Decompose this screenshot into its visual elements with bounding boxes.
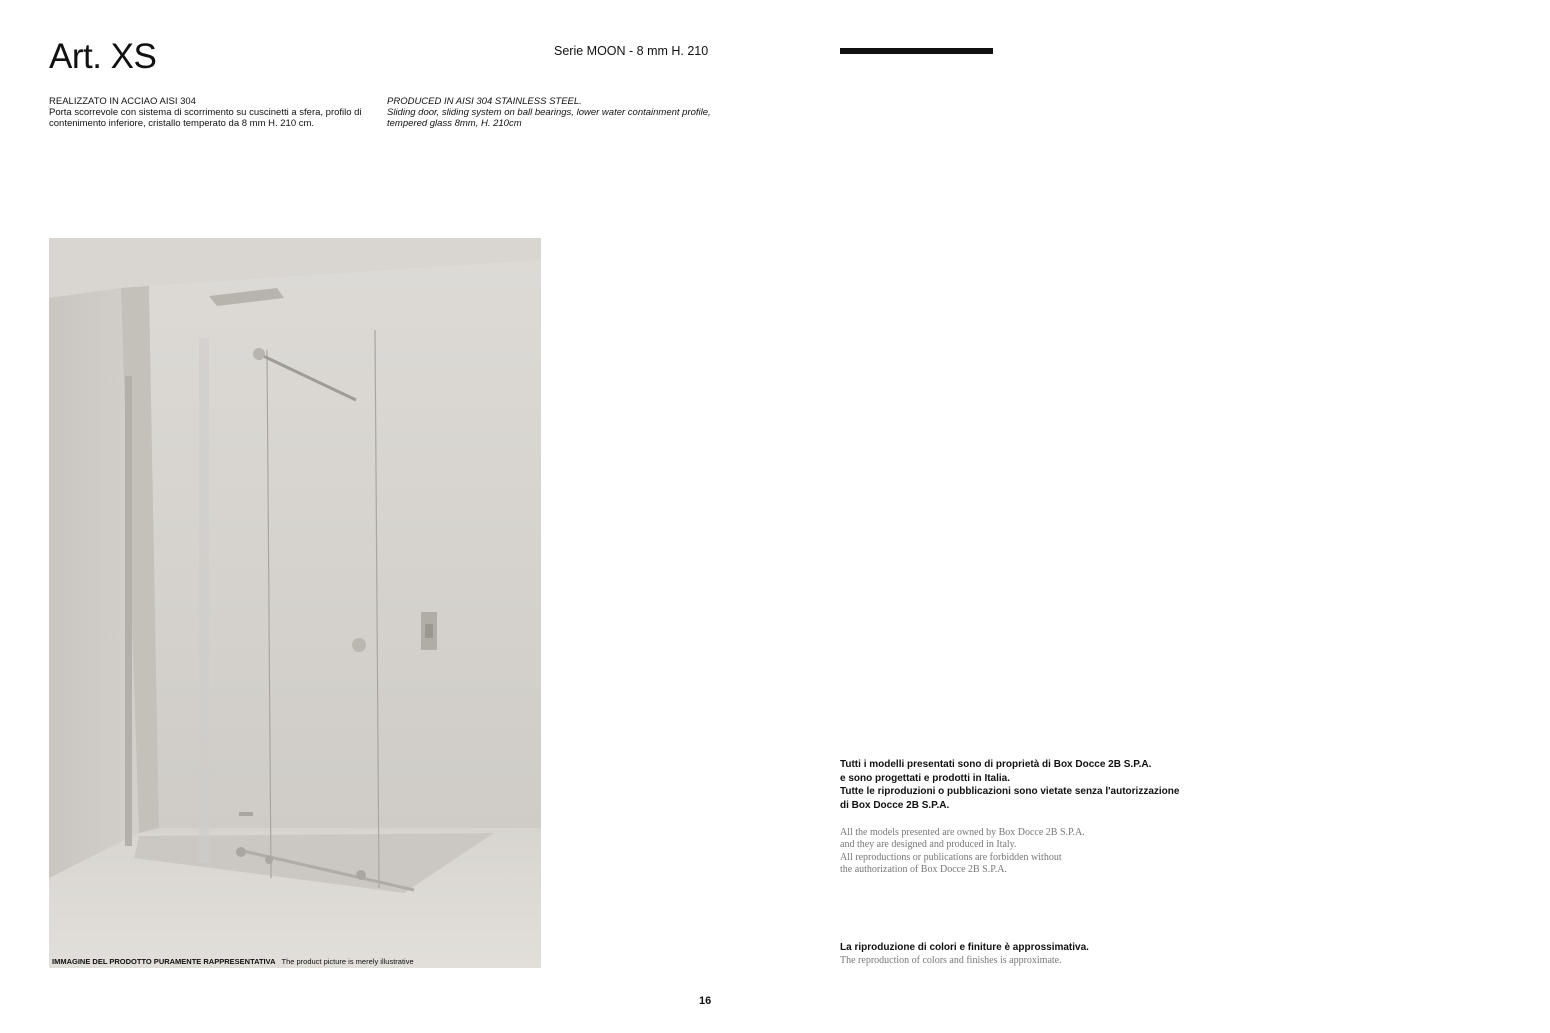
rights-english-line: All reproductions or publications are forbidden without: [840, 851, 1062, 863]
description-italian: [49, 96, 369, 129]
rights-italian-line: di Box Docce 2B S.P.A.: [840, 799, 950, 811]
description-english-heading: PRODUCED IN AISI 304 STAINLESS STEEL.: [387, 96, 582, 107]
rights-italian-line: Tutte le riproduzioni o pubblicazioni sono vietate senza l'autorizzazione: [840, 786, 1180, 798]
description-english: [387, 96, 717, 129]
product-title: Art. XS: [49, 37, 157, 76]
description-english-body: Sliding door, sliding system on ball bearings, lower water containment profile, tempered glass 8mm, H. 210cm: [387, 107, 711, 129]
shower-illustration: [49, 238, 541, 968]
rights-notice-english: [840, 827, 1085, 877]
colors-note-english: The reproduction of colors and finishes is approximate.: [840, 955, 1062, 966]
page-number: 16: [699, 995, 712, 1007]
description-italian-heading: REALIZZATO IN ACCIAO AISI 304: [49, 96, 196, 107]
photo-caption-italian: IMMAGINE DEL PRODOTTO PURAMENTE RAPPRESENTATIVA: [52, 957, 276, 966]
rights-italian-line: Tutti i modelli presentati sono di proprietà di Box Docce 2B S.P.A.: [840, 759, 1152, 770]
series-label: Serie MOON - 8 mm H. 210: [554, 44, 709, 58]
rights-english-line: All the models presented are owned by Box Docce 2B S.P.A.: [840, 827, 1085, 838]
photo-caption: [52, 957, 414, 966]
decorative-bar: [840, 48, 993, 54]
product-photo: [49, 238, 541, 968]
rights-english-line: and they are designed and produced in Italy.: [840, 839, 1017, 851]
colors-note-italian: La riproduzione di colori e finiture è approssimativa.: [840, 942, 1089, 953]
rights-english-line: the authorization of Box Docce 2B S.P.A.: [840, 864, 1007, 876]
photo-caption-english: The product picture is merely illustrative: [281, 957, 414, 966]
rights-notice-italian: [840, 758, 1179, 812]
rights-italian-line: e sono progettati e prodotti in Italia.: [840, 772, 1011, 784]
description-italian-body: Porta scorrevole con sistema di scorrimento su cuscinetti a sfera, profilo di contenimento inferiore, cristallo temperato da 8 mm H. 210 cm.: [49, 107, 362, 129]
